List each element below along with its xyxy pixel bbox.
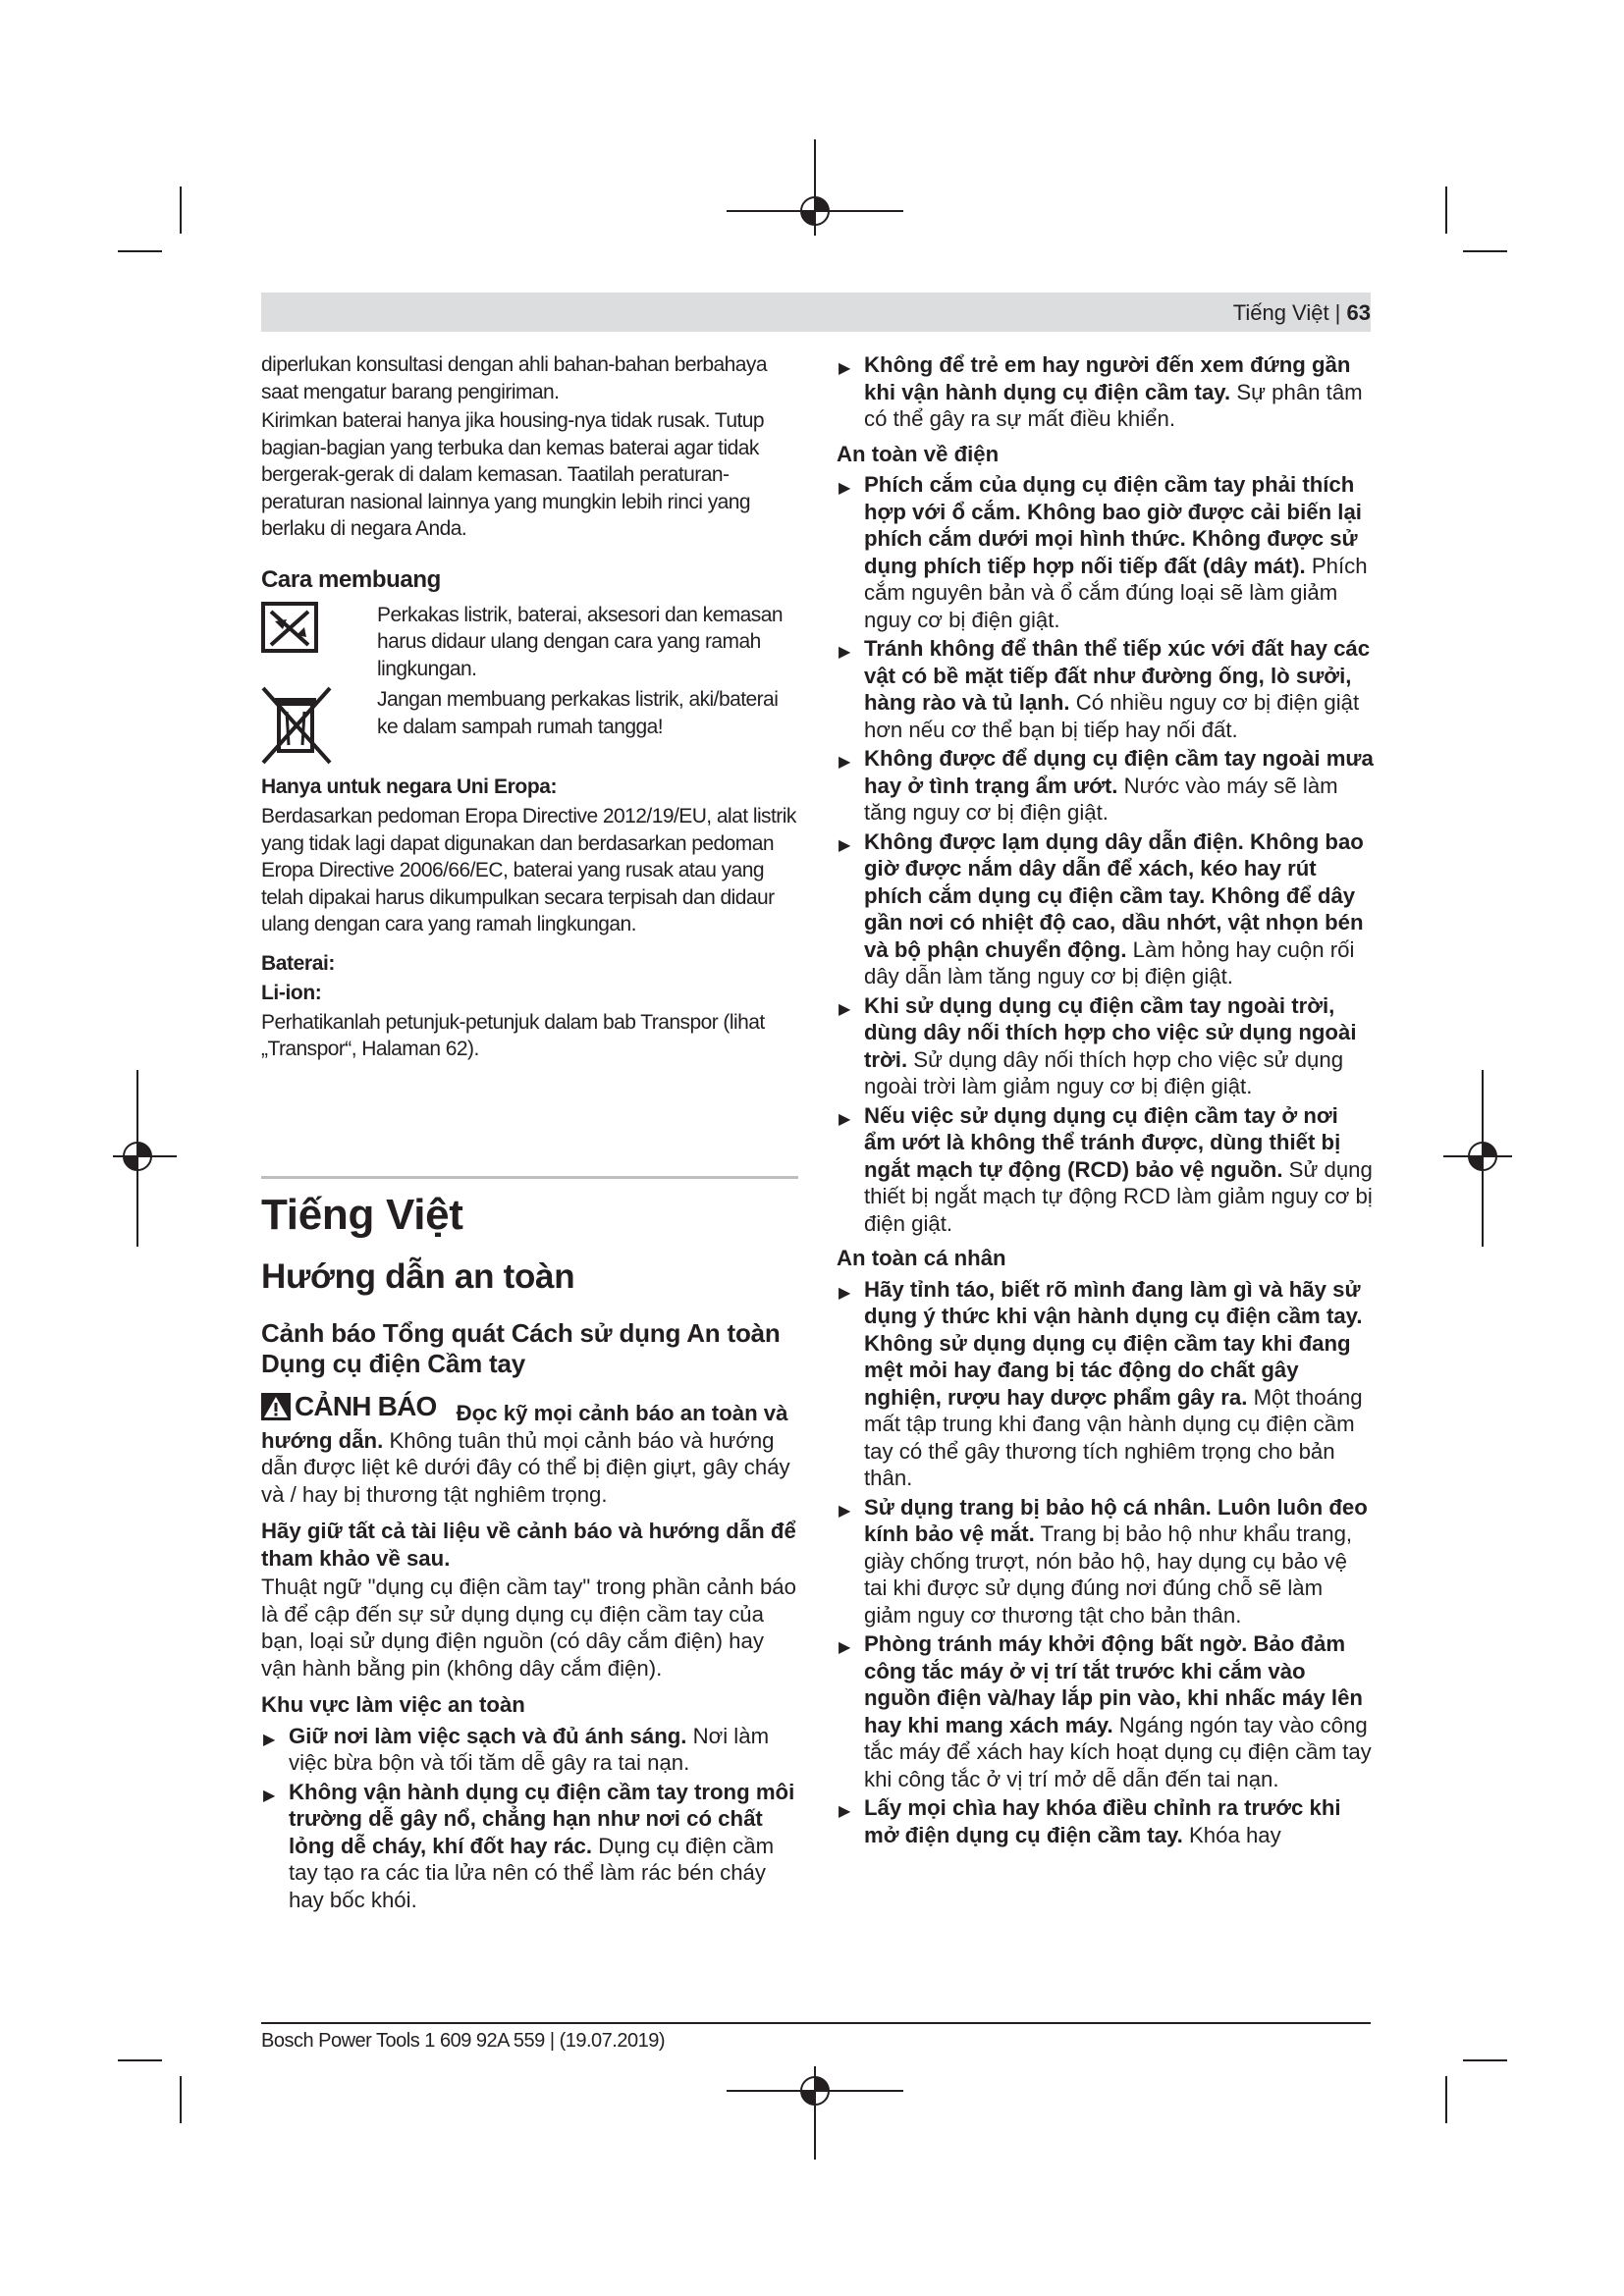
workarea-heading: Khu vực làm việc an toàn xyxy=(261,1692,525,1717)
warning-text: Không tuân thủ mọi cảnh báo và hướng dẫn được liệt kê dưới đây có thể bị điện giựt, gây cháy và / hay bị thương tật nghiêm trọng. xyxy=(261,1427,790,1507)
right-bullet-7-text: Sử dụng thiết bị ngắt mạch tự động RCD làm giảm nguy cơ bị điện giật. xyxy=(864,1156,1373,1236)
right-bullet-5 xyxy=(837,828,1375,990)
crop-mark xyxy=(180,187,182,234)
crop-mark xyxy=(1463,2059,1507,2061)
registration-target-top xyxy=(727,137,903,245)
crossed-bin-icon xyxy=(261,686,377,770)
eu-text: Berdasarkan pedoman Eropa Directive 2012/19/EU, alat listrik yang tidak lagi dapat digunakan dan berdasarkan pedoman Eropa Directive 2006/66/EC, baterai yang rusak atau yang telah dipakai harus dikumpulkan secara terpisah dan didaur ulang dengan cara yang ramah lingkungan. xyxy=(261,805,796,935)
bullet-triangle-icon: ▶ xyxy=(839,1110,851,1128)
language-title: Tiếng Việt xyxy=(261,1191,463,1239)
right-bullet-8-bold: Hãy tỉnh táo, biết rõ mình đang làm gì và hãy sử dụng ý thức khi vận hành dụng cụ điện cầm tay. Không sử dụng dụng cụ điện cầm tay khi đang mệt mỏi hay đang bị tác động do chất gây nghiện, rượu hay dược phẩm gây ra. xyxy=(864,1276,1363,1410)
safety-title: Hướng dẫn an toàn xyxy=(261,1257,575,1296)
battery-heading: Baterai: xyxy=(261,951,335,975)
right-bullet-8 xyxy=(837,1276,1375,1492)
right-bullet-7 xyxy=(837,1102,1375,1238)
bullet-triangle-icon: ▶ xyxy=(839,1284,851,1302)
disposal-row-1 xyxy=(261,602,798,683)
right-bullet-8-text: Một thoáng mất tập trung khi đang vận hành dụng cụ điện cầm tay có thể gây thương tích nghiêm trọng cho bản thân. xyxy=(864,1384,1363,1490)
eu-heading: Hanya untuk negara Uni Eropa: xyxy=(261,775,558,798)
header-section: Tiếng Việt xyxy=(1232,300,1329,325)
crop-mark xyxy=(118,250,162,252)
right-bullet-3 xyxy=(837,635,1375,743)
right-bullet-5-text: Làm hỏng hay cuộn rối dây dẫn làm tăng nguy cơ bị điện giật. xyxy=(864,936,1355,988)
right-bullet-1 xyxy=(837,351,1375,433)
bullet-2-bold: Không vận hành dụng cụ điện cầm tay trong môi trường dễ gây nổ, chẳng hạn như nơi có chất lỏng dễ cháy, khí đốt hay rác. xyxy=(289,1779,795,1858)
right-bullet-11 xyxy=(837,1794,1375,1848)
crop-mark xyxy=(180,2076,182,2123)
disposal-text-1: Perkakas listrik, baterai, aksesori dan kemasan harus didaur ulang dengan cara yang ramah lingkungan. xyxy=(377,603,784,680)
disposal-row-2 xyxy=(261,686,798,770)
intro-paragraph-2: Kirimkan baterai hanya jika housing-nya tidak rusak. Tutup bagian-bagian yang terbuka dan kemas baterai agar tidak bergerak-gerak di dalam kemasan. Taatilah peraturan-peraturan nasional lainnya yang mungkin lebih rinci yang berlaku di negara Anda. xyxy=(261,409,765,540)
registration-target-left xyxy=(79,1070,177,1247)
footer-text: Bosch Power Tools 1 609 92A 559 | (19.07.2019) xyxy=(261,2030,666,2052)
disposal-heading: Cara membuang xyxy=(261,565,441,593)
right-bullet-1-bold: Không để trẻ em hay người đến xem đứng gần khi vận hành dụng cụ điện cầm tay. xyxy=(864,352,1351,404)
bullet-2 xyxy=(261,1779,798,1914)
right-bullet-4-text: Nước vào máy sẽ làm tăng nguy cơ bị điện giật. xyxy=(864,773,1338,825)
footer-rule xyxy=(261,2022,1371,2024)
right-bullet-9 xyxy=(837,1494,1375,1629)
right-bullet-11-bold: Lấy mọi chìa hay khóa điều chỉnh ra trước khi mở điện dụng cụ điện cầm tay. xyxy=(864,1795,1341,1847)
warning-label: CẢNH BÁO xyxy=(295,1391,437,1422)
bullet-triangle-icon: ▶ xyxy=(839,836,851,854)
bullet-triangle-icon: ▶ xyxy=(839,1639,851,1656)
personal-safety-heading: An toàn cá nhân xyxy=(837,1246,1006,1270)
warning-bold: Đọc kỹ mọi cảnh báo an toàn và hướng dẫn. xyxy=(261,1401,788,1453)
right-bullet-2-text: Phích cắm nguyên bản và ổ cắm đúng loại sẽ làm giảm nguy cơ bị điện giật. xyxy=(864,553,1368,632)
right-bullet-7-bold: Nếu việc sử dụng dụng cụ điện cầm tay ở nơi ẩm ướt là không thể tránh được, dùng thiết bị ngắt mạch tự động (RCD) bảo vệ nguồn. xyxy=(864,1102,1341,1182)
right-bullet-4 xyxy=(837,745,1375,827)
liion-heading: Li-ion: xyxy=(261,981,322,1004)
right-bullet-5-bold: Không được lạm dụng dây dẫn điện. Không bao giờ được nắm dây dẫn để xách, kéo hay rút phích cắm dụng cụ điện cầm tay. Không để dây gần nơi có nhiệt độ cao, dầu nhớt, vật nhọn bén và bộ phận chuyển động. xyxy=(864,828,1364,962)
crop-mark xyxy=(1445,2076,1447,2123)
bullet-triangle-icon: ▶ xyxy=(839,1000,851,1018)
section-rule xyxy=(261,1176,798,1179)
right-bullet-9-text: Trang bị bảo hộ như khẩu trang, giày chống trượt, nón bảo hộ, hay dụng cụ bảo vệ tai khi được sử dụng đúng nơi đúng chỗ sẽ làm giảm nguy cơ thương tật cho bản thân. xyxy=(864,1522,1353,1628)
liion-text: Perhatikanlah petunjuk-petunjuk dalam bab Transpor (lihat „Transpor“, Halaman 62). xyxy=(261,1010,765,1060)
disposal-text-2: Jangan membuang perkakas listrik, aki/baterai ke dalam sampah rumah tangga! xyxy=(377,688,779,738)
page-number: 63 xyxy=(1346,300,1371,325)
bullet-triangle-icon: ▶ xyxy=(839,644,851,661)
right-bullet-10-text: Ngáng ngón tay vào công tắc máy để xách hay kích hoạt dụng cụ điện cầm tay khi công tắc ở vị trí mở dễ dẫn đến tai nạn. xyxy=(864,1712,1372,1791)
warning-triangle-icon xyxy=(261,1393,291,1420)
right-bullet-10 xyxy=(837,1630,1375,1792)
crop-mark xyxy=(1445,187,1447,234)
header-band xyxy=(261,293,1371,332)
bullet-triangle-icon: ▶ xyxy=(839,480,851,497)
right-bullet-4-bold: Không được để dụng cụ điện cầm tay ngoài mưa hay ở tình trạng ẩm ướt. xyxy=(864,746,1374,798)
general-warning-title: Cảnh báo Tổng quát Cách sử dụng An toàn Dụng cụ điện Cầm tay xyxy=(261,1318,781,1378)
bullet-triangle-icon: ▶ xyxy=(839,1803,851,1820)
bullet-1-text: Nơi làm việc bừa bộn và tối tăm dễ gây ra tai nạn. xyxy=(289,1723,770,1775)
right-bullet-3-text: Có nhiều nguy cơ bị điện giật hơn nếu cơ thể bạn bị tiếp hay nối đất. xyxy=(864,690,1360,742)
right-bullet-6 xyxy=(837,992,1375,1100)
right-bullet-2 xyxy=(837,471,1375,633)
term-text: Thuật ngữ "dụng cụ điện cầm tay" trong phần cảnh báo là để cập đến sự sử dụng dụng cụ điện cầm tay của bạn, loại sử dụng điện nguồn (có dây cắm điện) hay vận hành bằng pin (không dây cắm điện). xyxy=(261,1575,796,1681)
registration-target-right xyxy=(1443,1070,1542,1247)
crop-mark xyxy=(1463,250,1507,252)
right-bullet-10-bold: Phòng tránh máy khởi động bất ngờ. Bảo đảm công tắc máy ở vị trí tắt trước khi cắm vào nguồn điện và/hay lắp pin vào, khi nhấc máy lên hay khi mang xách máy. xyxy=(864,1631,1363,1737)
right-bullet-1-text: Sự phân tâm có thể gây ra sự mất điều khiển. xyxy=(864,379,1363,431)
bullet-triangle-icon: ▶ xyxy=(839,754,851,771)
vietnamese-section xyxy=(261,1191,798,1915)
right-bullet-6-text: Sử dụng dây nối thích hợp cho việc sử dụng ngoài trời làm giảm nguy cơ bị điện giật. xyxy=(864,1046,1344,1098)
running-header: Tiếng Việt | 63 xyxy=(1232,300,1371,325)
bullet-triangle-icon: ▶ xyxy=(263,1731,276,1748)
bullet-triangle-icon: ▶ xyxy=(839,360,851,377)
bullet-1-bold: Giữ nơi làm việc sạch và đủ ánh sáng. xyxy=(289,1723,687,1748)
registration-target-bottom xyxy=(727,2061,903,2160)
bullet-triangle-icon: ▶ xyxy=(839,1502,851,1520)
bullet-1 xyxy=(261,1723,798,1777)
warning-paragraph xyxy=(261,1393,798,1508)
keep-docs-text: Hãy giữ tất cả tài liệu về cảnh báo và hướng dẫn để tham khảo về sau. xyxy=(261,1519,796,1571)
electric-safety-heading: An toàn về điện xyxy=(837,441,1000,466)
left-column xyxy=(261,351,798,1063)
bullet-triangle-icon: ▶ xyxy=(263,1787,276,1804)
right-bullet-3-bold: Tránh không để thân thể tiếp xúc với đất hay các vật có bề mặt tiếp đất như đường ống, lò sưởi, hàng rào và tủ lạnh. xyxy=(864,636,1371,715)
intro-paragraph-1: diperlukan konsultasi dengan ahli bahan-bahan berbahaya saat mengatur barang pengiriman. xyxy=(261,353,768,403)
crop-mark xyxy=(118,2059,162,2061)
right-bullet-9-bold: Sử dụng trang bị bảo hộ cá nhân. Luôn luôn đeo kính bảo vệ mắt. xyxy=(864,1494,1368,1546)
right-column xyxy=(837,351,1375,1850)
right-bullet-2-bold: Phích cắm của dụng cụ điện cầm tay phải thích hợp với ổ cắm. Không bao giờ được cải biến lại phích cắm dưới mọi hình thức. Không được sử dụng phích tiếp hợp nối tiếp đất (dây mát). xyxy=(864,472,1362,578)
warning-badge xyxy=(261,1393,436,1420)
bullet-2-text: Dụng cụ điện cầm tay tạo ra các tia lửa nên có thể làm rác bén cháy hay bốc khói. xyxy=(289,1833,775,1912)
right-bullet-11-text: Khóa hay xyxy=(1182,1822,1281,1847)
right-bullet-6-bold: Khi sử dụng dụng cụ điện cầm tay ngoài trời, dùng dây nối thích hợp cho việc sử dụng ngoài trời. xyxy=(864,992,1357,1072)
recycle-icon xyxy=(261,602,377,683)
